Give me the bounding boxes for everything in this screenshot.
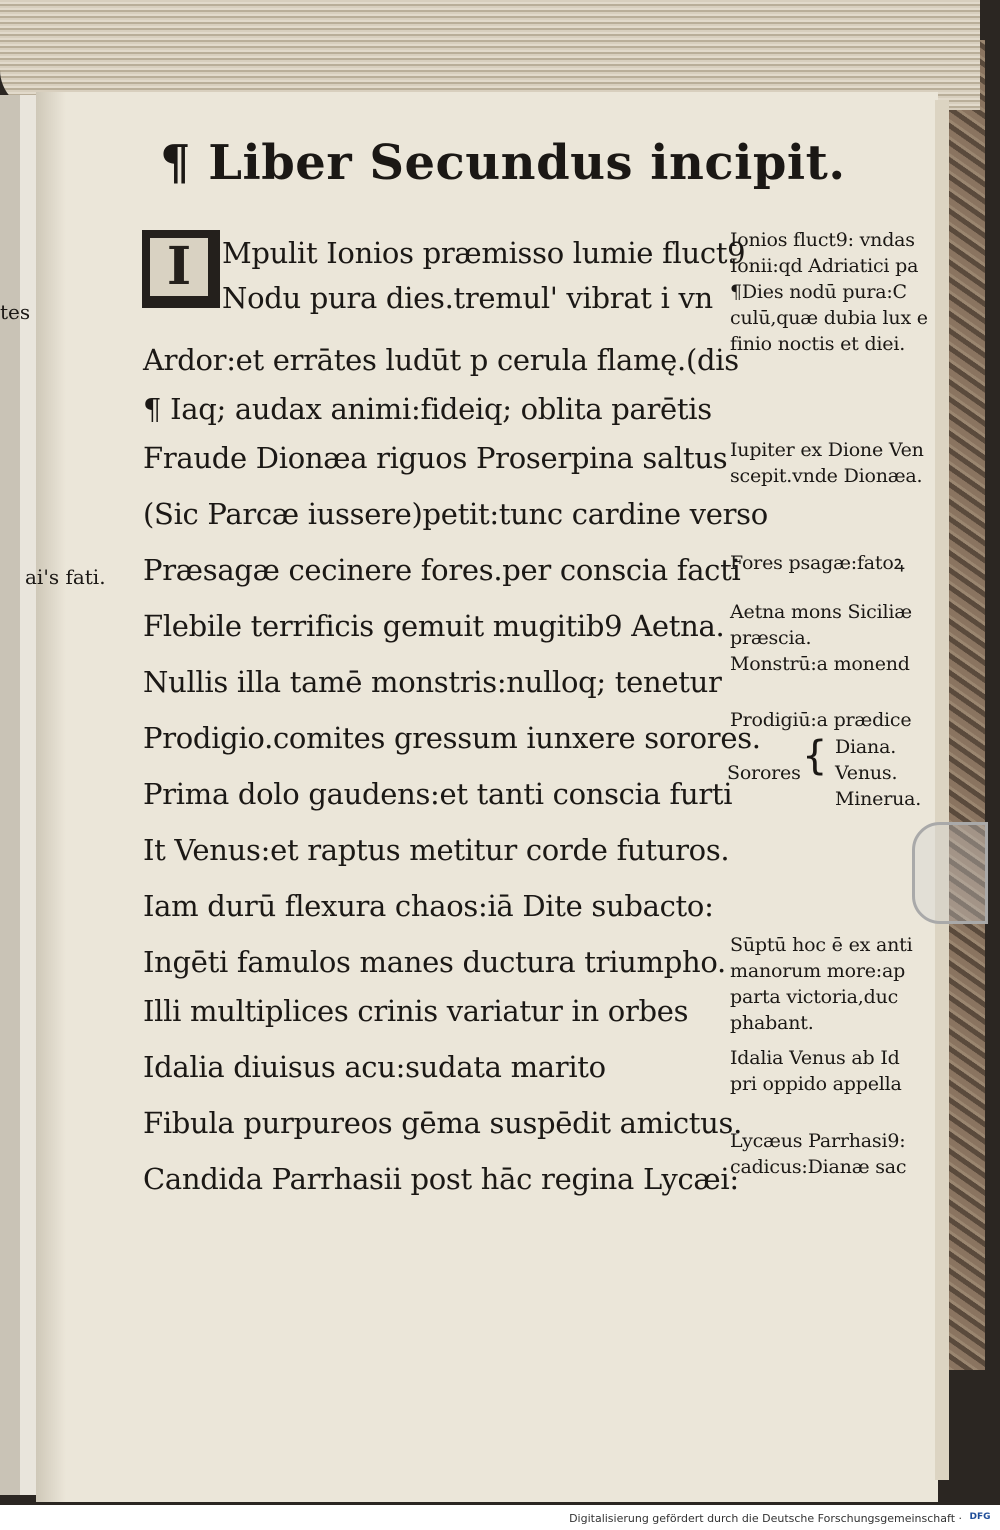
verse-line: Flebile terrificis gemuit mugitib9 Aetna.	[143, 609, 725, 643]
verse-line: Fraude Dionæa riguos Proserpina saltus	[143, 441, 728, 475]
gloss-line: Ionii:qd Adriatici pa	[730, 255, 919, 277]
gloss-line: parta victoria,duc	[730, 986, 899, 1008]
verse-line: Prima dolo gaudens:et tanti conscia furti	[143, 777, 733, 811]
curly-brace: {	[802, 733, 828, 779]
gloss-line: manorum more:ap	[730, 960, 906, 982]
gloss-sorores-item: Diana.	[835, 736, 897, 758]
verse-line: Illi multiplices crinis variatur in orbes	[143, 994, 689, 1028]
gloss-line: Idalia Venus ab Id	[730, 1047, 900, 1069]
gloss-line: Fores psagæ:fatoꝝ	[730, 552, 905, 574]
verse-line: Ingēti famulos manes ductura triumpho.	[143, 945, 726, 979]
verse-line: Mpulit Ionios præmisso lumie fluct9	[222, 236, 746, 270]
page-heading: ¶ Liber Secundus incipit.	[160, 135, 846, 191]
left-page-fragment: ai's fati.	[25, 565, 106, 589]
decorated-initial	[142, 230, 220, 308]
dfg-logo: DFG	[966, 1510, 994, 1524]
page-clip	[912, 822, 988, 924]
verse-line: (Sic Parcæ iussere)petit:tunc cardine verso	[143, 497, 768, 531]
verse-line: Candida Parrhasii post hāc regina Lycæi:	[143, 1162, 739, 1196]
initial-letter: I	[150, 238, 208, 296]
gloss-line: cadicus:Dianæ sac	[730, 1156, 907, 1178]
gloss-line: finio noctis et diei.	[730, 333, 906, 355]
verse-line: Nodu pura dies.tremul' vibrat i vn	[222, 281, 713, 315]
gloss-sorores-item: Venus.	[835, 762, 898, 784]
page-right-edge	[935, 100, 949, 1480]
gloss-line: scepit.vnde Dionæa.	[730, 465, 923, 487]
verse-line: Prodigio.comites gressum iunxere sorores.	[143, 721, 761, 755]
gloss-line: Prodigiū:a prædice	[730, 709, 912, 731]
footer-credit: Digitalisierung gefördert durch die Deutsche Forschungsgemeinschaft ·	[569, 1512, 962, 1525]
page-gutter	[36, 92, 66, 1502]
verse-line: Nullis illa tamē monstris:nulloq; tenetur	[143, 665, 722, 699]
gloss-line: pri oppido appella	[730, 1073, 902, 1095]
gloss-line: ¶Dies nodū pura:C	[730, 281, 907, 303]
verse-line: It Venus:et raptus metitur corde futuros.	[143, 833, 730, 867]
gloss-line: culū,quæ dubia lux e	[730, 307, 928, 329]
verse-line: Fibula purpureos gēma suspēdit amictus.	[143, 1106, 742, 1140]
left-page-fragment: tes	[0, 300, 31, 324]
gloss-sorores: Sorores	[727, 762, 801, 784]
gloss-line: phabant.	[730, 1012, 814, 1034]
gloss-line: Lycæus Parrhasi9:	[730, 1130, 906, 1152]
gloss-sorores-item: Minerua.	[835, 788, 922, 810]
verse-line: ¶ Iaq; audax animi:fideiq; oblita parētis	[143, 392, 712, 426]
gloss-line: præscia.	[730, 627, 812, 649]
verse-line: Ardor:et errātes ludūt p cerula flamę.(dis	[143, 343, 739, 377]
verse-line: Iam durū flexura chaos:iā Dite subacto:	[143, 889, 714, 923]
gloss-line: Monstrū:a monend	[730, 653, 910, 675]
verse-line: Præsagæ cecinere fores.per conscia facti	[143, 553, 741, 587]
gloss-line: Sūptū hoc ē ex anti	[730, 934, 913, 956]
gloss-line: Ionios fluct9: vndas	[730, 229, 915, 251]
verse-line: Idalia diuisus acu:sudata marito	[143, 1050, 606, 1084]
gloss-line: Iupiter ex Dione Ven	[730, 439, 924, 461]
gloss-line: Aetna mons Siciliæ	[730, 601, 912, 623]
